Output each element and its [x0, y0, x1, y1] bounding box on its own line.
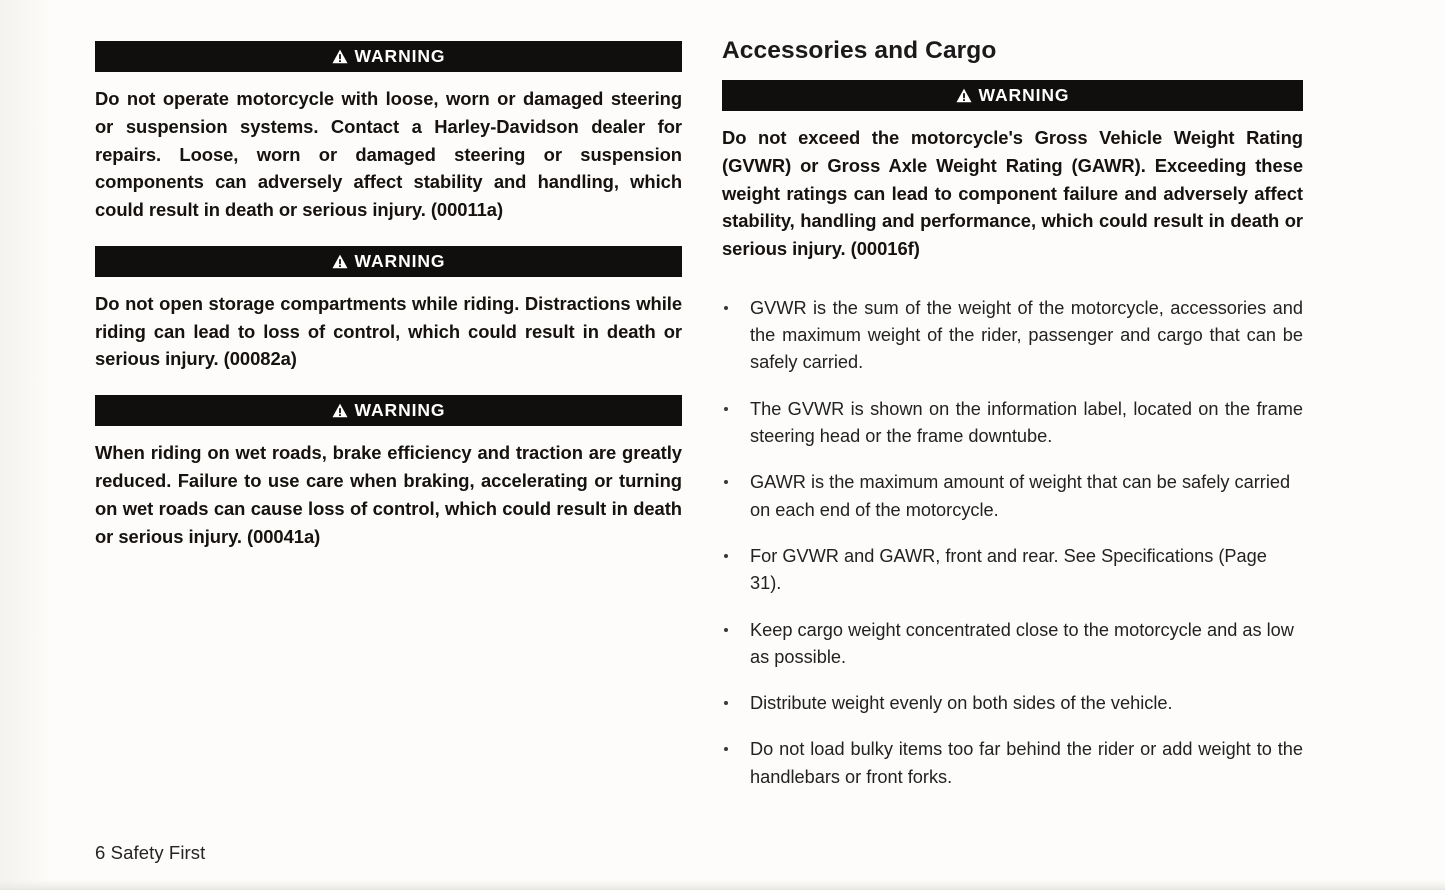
list-item: [722, 617, 1303, 672]
warning-banner-content: [332, 250, 446, 271]
warning-banner: [722, 80, 1303, 111]
warning-banner-content: [332, 45, 446, 66]
list-item-text: Keep cargo weight concentrated close to the motorcycle and as low as possible.: [750, 619, 1294, 667]
list-item: [722, 469, 1303, 524]
list-item: [722, 396, 1303, 451]
bullet-dot-icon: [724, 306, 728, 310]
list-item-text: Distribute weight evenly on both sides of the vehicle.: [750, 693, 1173, 714]
warning-banner-label: WARNING: [978, 84, 1070, 105]
warning-triangle-icon: [956, 88, 972, 103]
list-item: [722, 736, 1303, 791]
warning-text: Do not open storage compartments while riding. Distractions while riding can lead to loss of control, which could result in death or serious injury. (00082a): [95, 292, 682, 370]
warning-banner: [95, 246, 682, 277]
list-item: [722, 543, 1303, 598]
warning-triangle-icon: [332, 254, 348, 269]
page-footer: 6 Safety First: [95, 842, 206, 863]
warning-banner-content: [956, 84, 1070, 105]
warning-banner-label: WARNING: [354, 400, 446, 420]
list-item-text: The GVWR is shown on the information label, located on the frame steering head or the frame downtube.: [750, 398, 1303, 447]
bullet-dot-icon: [724, 554, 728, 558]
list-item: [722, 690, 1303, 717]
warning-triangle-icon: [332, 403, 348, 418]
bullet-dot-icon: [724, 701, 728, 705]
warning-banner: [95, 41, 682, 72]
list-item-text: GVWR is the sum of the weight of the motorcycle, accessories and the maximum weight of the rider, passenger and cargo that can be safely carried.: [750, 297, 1303, 373]
warning-banner-label: WARNING: [354, 45, 446, 66]
cargo-guidelines-list: [722, 295, 1303, 791]
list-item: [722, 295, 1303, 377]
bullet-dot-icon: [724, 628, 728, 632]
list-item-text: For GVWR and GAWR, front and rear. See Specifications (Page 31).: [750, 545, 1267, 594]
warning-text: Do not exceed the motorcycle's Gross Vehicle Weight Rating (GVWR) or Gross Axle Weight Rating (GAWR). Exceeding these weight ratings can lead to component failure and adversely affect stability, handling and performance, which could result in death or serious injury. (00016f): [722, 126, 1303, 260]
warning-text: Do not operate motorcycle with loose, worn or damaged steering or suspension systems. Contact a Harley-Davidson dealer for repairs. Loose, worn or damaged steering or suspension components can adversely affect stability and handling, which could result in death or serious injury. (00011a): [95, 88, 682, 221]
warning-triangle-icon: [332, 49, 348, 64]
warning-text: When riding on wet roads, brake efficiency and traction are greatly reduced. Failure to use care when braking, accelerating or turning on wet roads can cause loss of control, which could result in death or serious injury. (00041a): [95, 442, 682, 547]
list-item-text: Do not load bulky items too far behind the rider or add weight to the handlebars or front forks.: [750, 739, 1303, 787]
bullet-dot-icon: [724, 407, 728, 411]
right-column: [722, 38, 1303, 791]
bullet-dot-icon: [724, 747, 728, 751]
warning-banner: [95, 395, 682, 426]
bullet-dot-icon: [724, 480, 728, 484]
list-item-text: GAWR is the maximum amount of weight that can be safely carried on each end of the motorcycle.: [750, 472, 1291, 520]
section-heading: Accessories and Cargo: [722, 37, 997, 64]
warning-banner-content: [332, 402, 446, 420]
left-column: [95, 41, 682, 550]
warning-banner-label: WARNING: [354, 250, 446, 271]
